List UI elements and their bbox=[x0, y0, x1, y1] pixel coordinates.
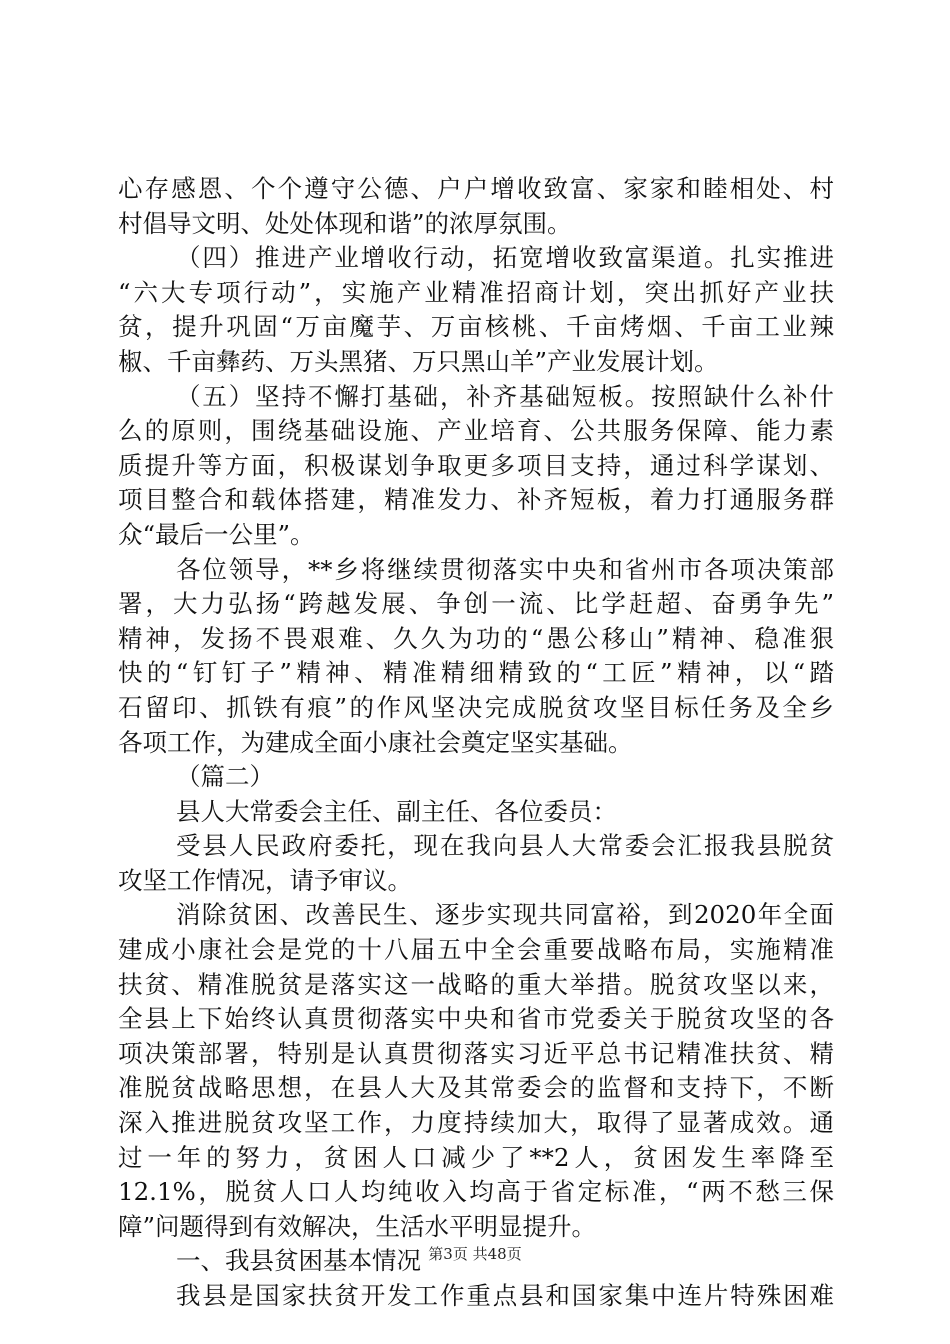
text-line: 各位领导，**乡将继续贯彻落实中央和省州市各项决策部 bbox=[176, 554, 834, 584]
page-number: 第3页 共48页 bbox=[428, 1245, 522, 1263]
text-line: 障”问题得到有效解决，生活水平明显提升。 bbox=[118, 1211, 597, 1241]
text-line: （四）推进产业增收行动，拓宽增收致富渠道。扎实推进 bbox=[176, 243, 834, 273]
text-line: 椒、千亩彝药、万头黑猪、万只黑山羊”产业发展计划。 bbox=[118, 346, 719, 376]
text-line: 项目整合和载体搭建，精准发力、补齐短板，着力打通服务群 bbox=[118, 485, 834, 515]
text-line: 攻坚工作情况，请予审议。 bbox=[118, 865, 412, 895]
text-line: 署，大力弘扬“跨越发展、争创一流、比学赶超、奋勇争先” bbox=[118, 589, 834, 619]
text-line: （五）坚持不懈打基础，补齐基础短板。按照缺什么补什 bbox=[176, 381, 834, 411]
text-line: 我县是国家扶贫开发工作重点县和国家集中连片特殊困难 bbox=[176, 1281, 834, 1310]
text-line: 快的“钉钉子”精神、精准精细精致的“工匠”精神，以“踏 bbox=[118, 658, 834, 688]
text-line: “六大专项行动”，实施产业精准招商计划，突出抓好产业扶 bbox=[118, 277, 834, 307]
text-line: 村倡导文明、处处体现和谐”的浓厚氛围。 bbox=[118, 208, 572, 238]
text-line: 各项工作，为建成全面小康社会奠定坚实基础。 bbox=[118, 727, 633, 757]
text-line: 心存感恩、个个遵守公德、户户增收致富、家家和睦相处、村 bbox=[118, 174, 834, 203]
document-body bbox=[118, 172, 834, 1314]
section-heading: 一、我县贫困基本情况 bbox=[176, 1246, 421, 1276]
text-line: 县人大常委会主任、副主任、各位委员： bbox=[176, 796, 617, 826]
text-line: 么的原则，围绕基础设施、产业培育、公共服务保障、能力素 bbox=[118, 416, 834, 446]
text-line: 建成小康社会是党的十八届五中全会重要战略布局，实施精准 bbox=[118, 935, 834, 965]
text-line: 贫，提升巩固“万亩魔芋、万亩核桃、千亩烤烟、千亩工业辣 bbox=[118, 312, 834, 342]
text-line: 项决策部署，特别是认真贯彻落实习近平总书记精准扶贫、精 bbox=[118, 1038, 834, 1068]
text-line: 深入推进脱贫攻坚工作，力度持续加大，取得了显著成效。通 bbox=[118, 1108, 834, 1138]
text-line: 过一年的努力，贫困人口减少了**2人，贫困发生率降至 bbox=[118, 1142, 834, 1172]
text-line: 准脱贫战略思想，在县人大及其常委会的监督和支持下，不断 bbox=[118, 1073, 834, 1103]
text-line: 消除贫困、改善民生、逐步实现共同富裕，到2020年全面 bbox=[176, 900, 834, 930]
text-line: 石留印、抓铁有痕”的作风坚决完成脱贫攻坚目标任务及全乡 bbox=[118, 692, 834, 722]
text-line: 精神，发扬不畏艰难、久久为功的“愚公移山”精神、稳准狠 bbox=[118, 623, 834, 653]
text-line: 全县上下始终认真贯彻落实中央和省市党委关于脱贫攻坚的各 bbox=[118, 1004, 834, 1034]
text-line: 质提升等方面，积极谋划争取更多项目支持，通过科学谋划、 bbox=[118, 450, 834, 480]
text-line: 扶贫、精准脱贫是落实这一战略的重大举措。脱贫攻坚以来， bbox=[118, 969, 834, 999]
text-line: 受县人民政府委托，现在我向县人大常委会汇报我县脱贫 bbox=[176, 831, 834, 861]
text-line: （篇二） bbox=[176, 762, 274, 792]
text-line: 众“最后一公里”。 bbox=[118, 519, 315, 549]
text-line: 12.1%，脱贫人口人均纯收入均高于省定标准，“两不愁三保 bbox=[118, 1177, 834, 1207]
